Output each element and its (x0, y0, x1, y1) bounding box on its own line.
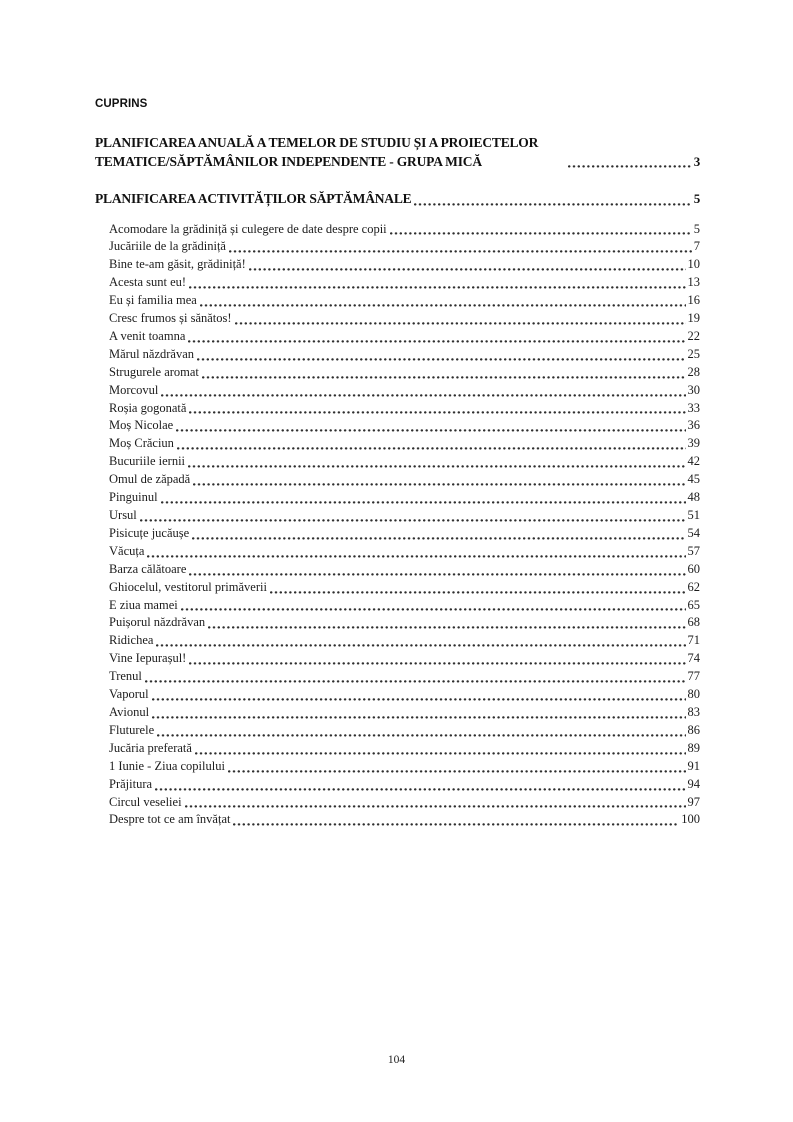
dot-leader-icon (140, 519, 686, 522)
toc-entry-row[interactable] (109, 686, 700, 704)
toc-entry-title: Roșia gogonată (109, 400, 187, 415)
toc-entry-title: Ghiocelul, vestitorul primăverii (109, 579, 267, 594)
toc-entry-row[interactable] (109, 758, 700, 776)
toc-entry-title: PLANIFICAREA ANUALĂ A TEMELOR DE STUDIU ȘI A PROIECTELOR TEMATICE/SĂPTĂMÂNILOR INDEPENDENTE - GRUPA MICĂ (95, 135, 539, 169)
dot-leader-icon (145, 680, 686, 683)
dot-leader-icon (161, 501, 686, 504)
toc-entry-page-number: 83 (687, 704, 700, 719)
toc-entry-title: Acomodare la grădiniță și culegere de date despre copii (109, 221, 387, 236)
toc-heading: CUPRINS (95, 98, 148, 110)
dot-leader-icon (147, 555, 685, 558)
toc-entry-title: Mărul năzdrăvan (109, 346, 195, 361)
toc-entries (95, 221, 700, 830)
toc-entry-page-number: 62 (687, 579, 700, 594)
toc-entry-page-number: 77 (687, 669, 700, 684)
toc-entry-row[interactable] (109, 811, 700, 829)
toc-entry-title: Moș Nicolae (109, 418, 174, 433)
dot-leader-icon (181, 608, 686, 611)
toc-entry-title: Trenul (109, 669, 142, 684)
dot-leader-icon (270, 591, 686, 594)
toc-entry-row[interactable] (109, 400, 700, 418)
toc-entry-page-number: 10 (687, 257, 700, 272)
toc-entry-page-number: 33 (687, 400, 700, 415)
toc-entry-page-number: 36 (687, 418, 700, 433)
page-footer (0, 1053, 793, 1068)
toc-entry-title: Pisicuțe jucăușe (109, 525, 190, 540)
dot-leader-icon (202, 376, 686, 379)
toc-entry-row[interactable] (109, 740, 700, 758)
toc-entry-row[interactable] (109, 507, 700, 525)
dot-leader-icon (195, 752, 686, 755)
dot-leader-icon (228, 770, 686, 773)
toc-entry-page-number: 68 (687, 615, 700, 630)
dot-leader-icon (189, 662, 685, 665)
toc-entry-row[interactable] (109, 704, 700, 722)
dot-leader-icon (193, 483, 685, 486)
toc-entry-title: PLANIFICAREA ACTIVITĂȚILOR SĂPTĂMÂNALE (95, 191, 412, 206)
toc-entry-row[interactable] (109, 453, 700, 471)
toc-entry-page-number: 91 (687, 758, 700, 773)
toc-entry-row[interactable] (109, 292, 700, 310)
toc-entry-page-number: 28 (687, 364, 700, 379)
toc-entry-page-number: 60 (687, 561, 700, 576)
toc-entry-page-number: 5 (693, 221, 700, 236)
toc-entry-page-number: 80 (687, 687, 700, 702)
toc-entry-page-number: 94 (687, 776, 700, 791)
toc-section-row[interactable] (95, 134, 700, 171)
toc-entry-page-number: 57 (687, 543, 700, 558)
toc-entry-page-number: 51 (687, 508, 700, 522)
toc-entry-row[interactable] (109, 238, 700, 256)
toc-entry-row[interactable] (109, 650, 700, 668)
toc-entry-title: Ridichea (109, 633, 154, 648)
toc-entry-title: Moș Crăciun (109, 436, 174, 451)
dot-leader-icon (189, 411, 685, 414)
toc-entry-row[interactable] (109, 614, 700, 632)
toc-entry-title: Omul de zăpadă (109, 472, 191, 487)
toc-entry-page-number: 54 (687, 525, 700, 540)
toc-entry-page-number: 5 (693, 191, 700, 206)
toc-entry-page-number: 65 (687, 597, 700, 612)
toc-entry-row[interactable] (109, 776, 700, 794)
toc-entry-title: Acesta sunt eu! (109, 275, 187, 290)
toc-entry-title: A venit toamna (109, 328, 186, 343)
toc-entry-title: Jucăria preferată (109, 740, 192, 755)
toc-entry-page-number: 89 (687, 740, 700, 755)
toc-entry-page-number: 86 (687, 722, 700, 737)
toc-entry-row[interactable] (109, 579, 700, 597)
toc-entry-row[interactable] (109, 310, 700, 328)
dot-leader-icon (249, 268, 686, 271)
toc-entry-row[interactable] (109, 722, 700, 740)
toc-entry-row[interactable] (109, 561, 700, 579)
dot-leader-icon (155, 788, 685, 791)
toc-entry-title: Avionul (109, 704, 150, 719)
toc-entry-title: Bucuriile iernii (109, 454, 186, 469)
toc-entry-title: Bine te-am găsit, grădiniță! (109, 257, 246, 272)
toc-entry-page-number: 16 (687, 293, 700, 308)
toc-entry-title: Strugurele aromat (109, 364, 199, 379)
toc-entry-row[interactable] (109, 328, 700, 346)
toc-entry-page-number: 30 (687, 382, 700, 397)
dot-leader-icon (161, 394, 685, 397)
toc-entry-page-number: 74 (687, 651, 700, 666)
toc-entry-row[interactable] (109, 525, 700, 543)
toc-entry-title: 1 Iunie - Ziua copilului (109, 758, 225, 773)
dot-leader-icon (152, 698, 686, 701)
toc-entry-title: Prăjitura (109, 776, 153, 791)
toc-entry-row[interactable] (109, 632, 700, 650)
toc-entry-page-number: 7 (693, 239, 700, 254)
dot-leader-icon (188, 465, 685, 468)
toc-entry-title: E ziua mamei (109, 597, 178, 612)
dot-leader-icon (177, 447, 686, 450)
toc-entry-page-number: 25 (687, 346, 700, 361)
dot-leader-icon (192, 537, 685, 540)
toc-entry-page-number: 39 (687, 436, 700, 451)
dot-leader-icon (189, 286, 685, 289)
toc-entry-row[interactable] (109, 256, 700, 274)
toc-entry-title: Jucăriile de la grădiniță (109, 239, 226, 254)
toc-entry-title: Pinguinul (109, 490, 158, 505)
toc-entry-row[interactable] (109, 382, 700, 400)
dot-leader-icon (189, 573, 685, 576)
toc-entry-page-number: 13 (687, 275, 700, 290)
toc-entry-page-number: 100 (681, 812, 700, 827)
toc-entry-row[interactable] (109, 668, 700, 686)
dot-leader-icon (188, 340, 685, 343)
toc-entry-page-number: 3 (693, 153, 700, 169)
toc-entry-row[interactable] (109, 346, 700, 364)
dot-leader-icon (156, 644, 685, 647)
dot-leader-icon (157, 734, 685, 737)
toc-entry-title: Ursul (109, 508, 137, 522)
toc-entry-page-number: 42 (687, 454, 700, 469)
toc-entry-row[interactable] (109, 364, 700, 382)
toc-entry-title: Cresc frumos și sănătos! (109, 311, 232, 326)
toc-entry-page-number: 22 (687, 328, 700, 343)
toc-entry-title: Puișorul năzdrăvan (109, 615, 206, 630)
toc-sections (95, 134, 700, 209)
toc-entry-title: Circul veseliei (109, 794, 182, 809)
toc-entry-page-number: 48 (687, 490, 700, 505)
toc-section-row[interactable] (95, 190, 700, 209)
toc-entry-title: Despre tot ce am învățat (109, 812, 231, 827)
toc-entry-row[interactable] (109, 471, 700, 489)
toc-entry-row[interactable] (109, 794, 700, 812)
toc-entry-row[interactable] (109, 221, 700, 239)
dot-leader-icon (185, 805, 686, 808)
toc-entry-page-number: 71 (687, 633, 700, 648)
toc-entry-title: Văcuța (109, 543, 145, 558)
toc-entry-page-number: 19 (687, 311, 700, 326)
table-of-contents (95, 97, 700, 829)
dot-leader-icon (176, 429, 685, 432)
toc-entry-row[interactable] (109, 543, 700, 561)
toc-entry-title: Fluturele (109, 722, 155, 737)
dot-leader-icon (152, 716, 685, 719)
toc-entry-page-number: 97 (687, 794, 700, 809)
dot-leader-icon (568, 165, 692, 168)
toc-entry-row[interactable] (109, 489, 700, 507)
footer-page-number: 104 (387, 1054, 406, 1066)
dot-leader-icon (197, 358, 685, 361)
toc-entry-row[interactable] (109, 274, 700, 292)
dot-leader-icon (200, 304, 686, 307)
toc-entry-title: Vaporul (109, 687, 149, 702)
dot-leader-icon (208, 626, 685, 629)
toc-entry-page-number: 45 (687, 472, 700, 487)
dot-leader-icon (235, 322, 686, 325)
toc-entry-title: Barza călătoare (109, 561, 187, 576)
dot-leader-icon (414, 203, 691, 206)
toc-entry-title: Eu și familia mea (109, 293, 197, 308)
dot-leader-icon (390, 232, 692, 235)
toc-entry-row[interactable] (109, 597, 700, 615)
dot-leader-icon (233, 823, 679, 826)
toc-entry-row[interactable] (109, 417, 700, 435)
toc-entry-title: Morcovul (109, 382, 159, 397)
toc-entry-title: Vine Iepurașul! (109, 651, 187, 666)
dot-leader-icon (229, 250, 692, 253)
toc-entry-row[interactable] (109, 435, 700, 453)
